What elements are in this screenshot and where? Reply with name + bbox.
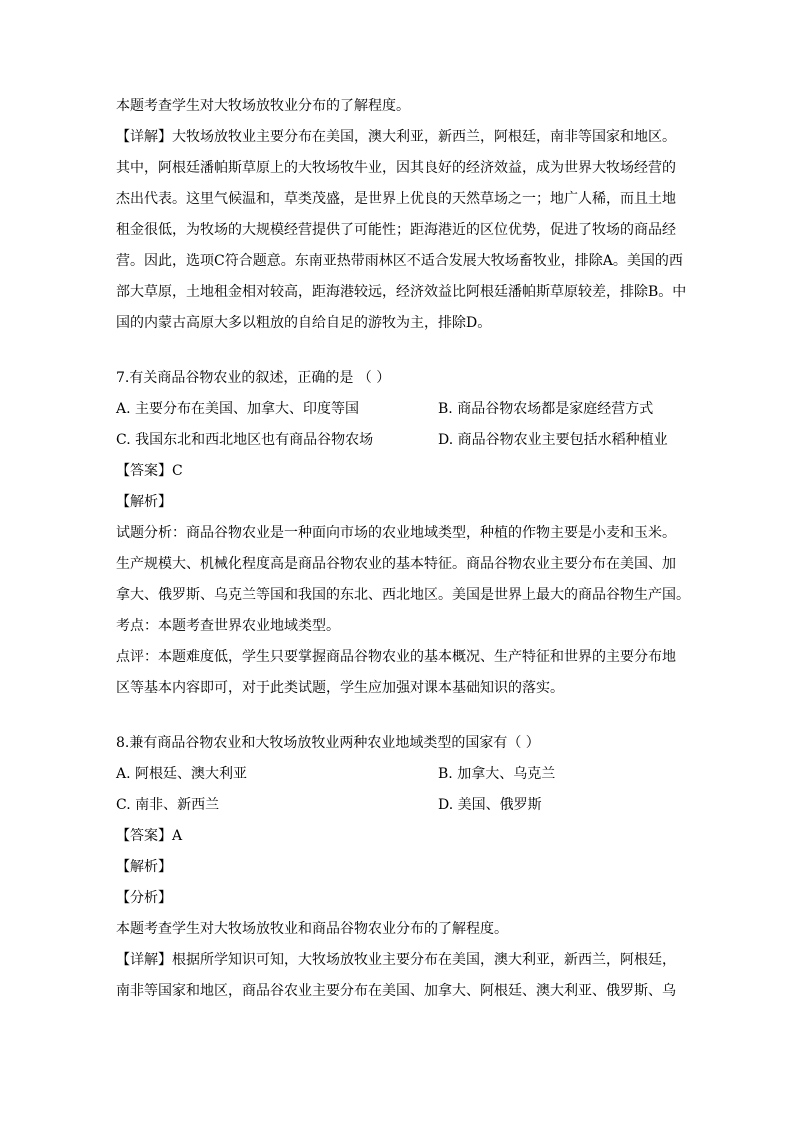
text-line: 其中，阿根廷潘帕斯草原上的大牧场牧牛业，因其良好的经济效益，成为世界大牧场经营的 xyxy=(116,160,676,176)
spacer xyxy=(116,344,691,368)
option-c: C. 南非、新西兰 xyxy=(116,797,220,813)
analysis-heading: 【解析】 xyxy=(116,859,172,875)
option-a: A. 阿根廷、澳大利亚 xyxy=(116,766,248,782)
text-line: 营。因此，选项C符合题意。东南亚热带雨林区不适合发展大牧场畜牧业，排除A。美国的西 xyxy=(116,253,683,269)
text-line: 南非等国家和地区，商品谷农业主要分布在美国、加拿大、阿根廷、澳大利亚、俄罗斯、乌 xyxy=(116,983,676,999)
text-line: 考点：本题考查世界农业地域类型。 xyxy=(116,618,340,634)
text-line: 【详解】大牧场放牧业主要分布在美国，澳大利亚，新西兰，阿根廷，南非等国家和地区。 xyxy=(116,129,676,145)
option-row xyxy=(116,764,691,795)
text-line: 【详解】根据所学知识可知，大牧场放牧业主要分布在美国，澳大利亚，新西兰，阿根廷， xyxy=(116,952,676,968)
text-line: 国的内蒙古高原大多以粗放的自给自足的游牧为主，排除D。 xyxy=(116,315,492,331)
question-8 xyxy=(116,733,691,1012)
option-row xyxy=(116,430,691,461)
intro-section xyxy=(116,96,691,344)
option-a: A. 主要分布在美国、加拿大、印度等国 xyxy=(116,401,360,417)
option-c: C. 我国东北和西北地区也有商品谷物农场 xyxy=(116,432,374,448)
text-line: 杰出代表。这里气候温和，草类茂盛，是世界上优良的天然草场之一；地广人稀，而且土地 xyxy=(116,191,676,207)
question-stem: 8.兼有商品谷物农业和大牧场放牧业两种农业地域类型的国家有（ ） xyxy=(116,735,540,751)
option-row xyxy=(116,795,691,826)
text-line: 拿大、俄罗斯、乌克兰等国和我国的东北、西北地区。美国是世界上最大的商品谷物生产国。 xyxy=(116,587,690,603)
spacer xyxy=(116,709,691,733)
option-b: B. 商品谷物农场都是家庭经营方式 xyxy=(438,401,654,417)
document-page xyxy=(116,96,691,1012)
analysis-heading: 【解析】 xyxy=(116,494,172,510)
text-line: 本题考查学生对大牧场放牧业分布的了解程度。 xyxy=(116,98,410,114)
fenxi-heading: 【分析】 xyxy=(116,890,172,906)
option-row xyxy=(116,399,691,430)
text-line: 试题分析：商品谷物农业是一种面向市场的农业地域类型，种植的作物主要是小麦和玉米。 xyxy=(116,525,676,541)
text-line: 本题考查学生对大牧场放牧业和商品谷物农业分布的了解程度。 xyxy=(116,921,508,937)
option-d: D. 商品谷物农业主要包括水稻种植业 xyxy=(438,432,668,448)
question-stem: 7.有关商品谷物农业的叙述，正确的是 （ ） xyxy=(116,370,391,386)
text-line: 租金很低，为牧场的大规模经营提供了可能性；距海港近的区位优势，促进了牧场的商品经 xyxy=(116,222,676,238)
text-line: 生产规模大、机械化程度高是商品谷物农业的基本特征。商品谷物农业主要分布在美国、加 xyxy=(116,556,676,572)
text-line: 区等基本内容即可，对于此类试题，学生应加强对课本基础知识的落实。 xyxy=(116,680,564,696)
option-b: B. 加拿大、乌克兰 xyxy=(438,766,556,782)
text-line: 点评：本题难度低，学生只要掌握商品谷物农业的基本概况、生产特征和世界的主要分布地 xyxy=(116,649,676,665)
option-d: D. 美国、俄罗斯 xyxy=(438,797,542,813)
text-line: 部大草原，土地租金相对较高，距海港较远，经济效益比阿根廷潘帕斯草原较差，排除B。中 xyxy=(116,284,687,300)
question-7 xyxy=(116,368,691,709)
answer-line: 【答案】A xyxy=(116,828,183,844)
answer-line: 【答案】C xyxy=(116,463,183,479)
